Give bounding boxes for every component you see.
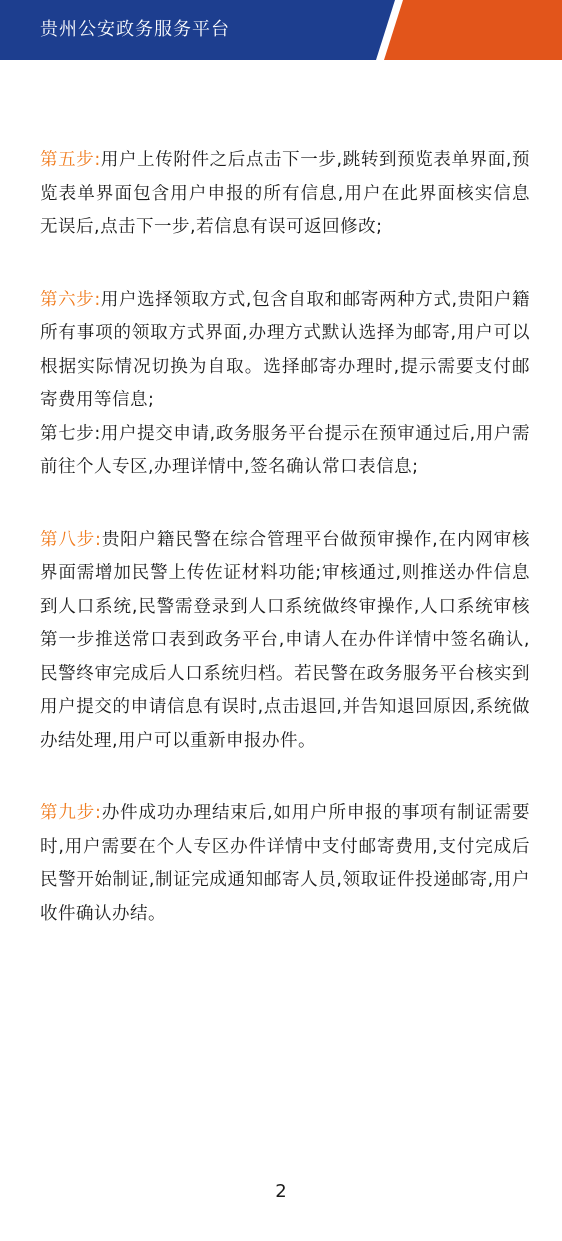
step-5-paragraph (40, 144, 530, 245)
page-number: 2 (275, 1181, 287, 1202)
header-banner (0, 0, 562, 60)
header-title: 贵州公安政务服务平台 (40, 19, 230, 40)
step-9-paragraph (40, 797, 530, 931)
step-6-paragraph (40, 284, 530, 418)
step-8-label: 第八步: (40, 529, 102, 550)
step-7-text: 用户提交申请,政务服务平台提示在预审通过后,用户需前往个人专区,办理详情中,签名确认常口表信息; (40, 423, 531, 477)
header-orange-band (384, 0, 562, 60)
step-6-label: 第六步: (40, 289, 101, 310)
step-7-paragraph (40, 418, 530, 485)
step-5-text: 用户上传附件之后点击下一步,跳转到预览表单界面,预览表单界面包含用户申报的所有信息,用户在此界面核实信息无误后,点击下一步,若信息有误可返回修改; (40, 150, 531, 237)
step-6-text: 用户选择领取方式,包含自取和邮寄两种方式,贵阳户籍所有事项的领取方式界面,办理方式默认选择为邮寄,用户可以根据实际情况切换为自取。选择邮寄办理时,提示需要支付邮寄费用等信息; (40, 289, 531, 410)
document-body (40, 144, 530, 931)
step-9-label: 第九步: (40, 803, 102, 823)
step-7-label: 第七步: (40, 423, 101, 444)
step-9-text: 办件成功办理结束后,如用户所申报的事项有制证需要时,用户需要在个人专区办件详情中支付邮寄费用,支付完成后民警开始制证,制证完成通知邮寄人员,领取证件投递邮寄,用户收件确认办结。 (40, 803, 531, 924)
step-5-label: 第五步: (40, 150, 101, 170)
step-8-paragraph (40, 524, 530, 759)
step-8-text: 贵阳户籍民警在综合管理平台做预审操作,在内网审核界面需增加民警上传佐证材料功能;审核通过,则推送办件信息到人口系统,民警需登录到人口系统做终审操作,人口系统审核第一步推送常口表到政务平台,申请人在办件详情中签名确认,民警终审完成后人口系统归档。若民警在政务服务平台核实到用户提交的申请信息有误时,点击退回,并告知退回原因,系统做办结处理,用户可以重新申报办件。 (40, 529, 531, 751)
